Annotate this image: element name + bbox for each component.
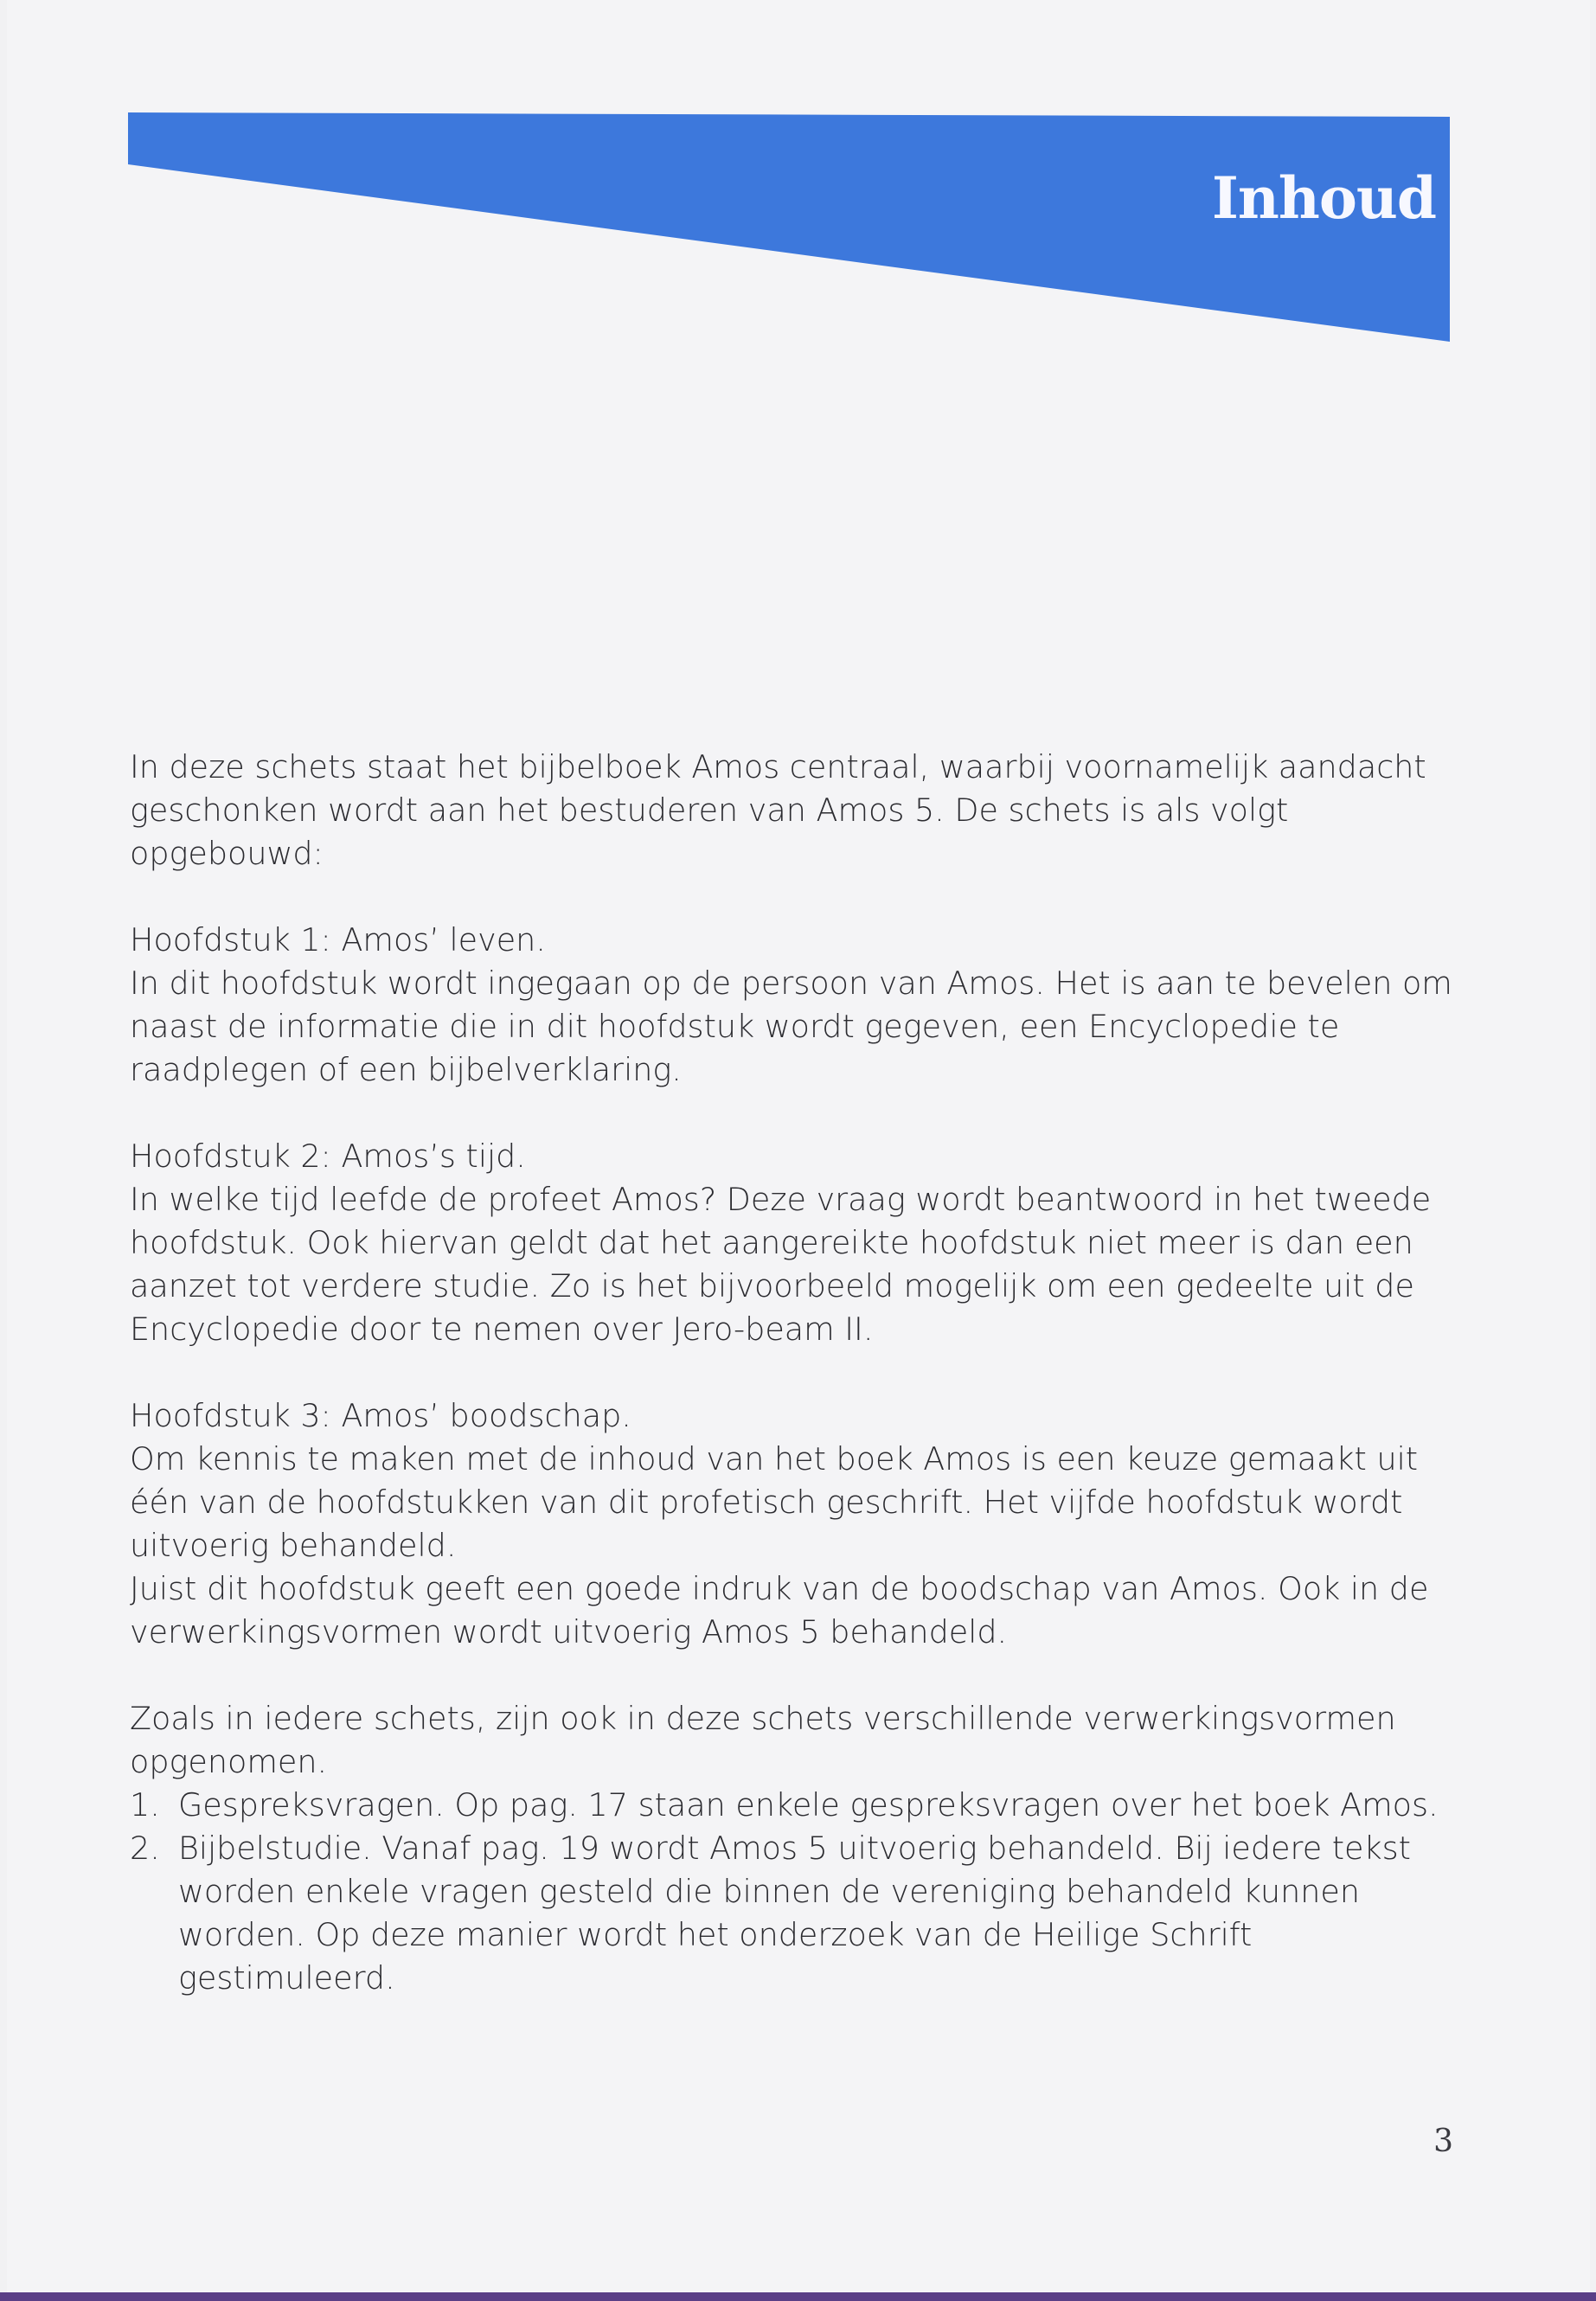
chapter-description: Juist dit hoofdstuk geeft een goede indruk van de boodschap van Amos. Ook in de verwerkingsvormen wordt uitvoerig Amos 5 behandeld. [130,1570,1429,1650]
list-item [130,1784,1462,1827]
chapter-2 [130,1135,1462,1351]
chapter-1 [130,919,1462,1092]
intro-paragraph: In deze schets staat het bijbelboek Amos centraal, waarbij voornamelijk aandacht geschonken wordt aan het bestuderen van Amos 5. De schets is als volgt opgebouwd: [130,748,1426,872]
page-bottom-edge [0,2292,1596,2301]
list-item-text: Gespreksvragen. Op pag. 17 staan enkele gespreksvragen over het boek Amos. [178,1786,1439,1823]
chapter-description: In dit hoofdstuk wordt ingegaan op de persoon van Amos. Het is aan te bevelen om naast de informatie die in dit hoofdstuk wordt gegeven, een Encyclopedie te raadplegen of een bijbelverklaring. [130,965,1452,1088]
list-item-number: 2. [130,1830,160,1867]
chapter-3 [130,1394,1462,1654]
list-item-text: Bijbelstudie. Vanaf pag. 19 wordt Amos 5 uitvoerig behandeld. Bij iedere tekst worden enkele vragen gesteld die binnen de vereniging behandeld kunnen worden. Op deze manier wordt het onderzoek van de Heilige Schrift gestimuleerd. [178,1830,1411,1997]
chapter-heading: Hoofdstuk 1: Amos’ leven. [130,921,546,958]
content [130,746,1462,2000]
chapter-description: Om kennis te maken met de inhoud van het boek Amos is een keuze gemaakt uit één van de hoofdstukken van dit profetisch geschrift. Het vijfde hoofdstuk wordt uitvoerig behandeld. [130,1440,1419,1564]
list-item [130,1827,1462,2000]
page-number: 3 [1433,2124,1453,2159]
chapter-heading: Hoofdstuk 3: Amos’ boodschap. [130,1397,631,1434]
chapter-heading: Hoofdstuk 2: Amos’s tijd. [130,1138,526,1175]
forms-list [130,1784,1462,2000]
chapter-description: In welke tijd leefde de profeet Amos? Deze vraag wordt beantwoord in het tweede hoofdstuk. Ook hiervan geldt dat het aangereikte hoofdstuk niet meer is dan een aanzet tot verdere studie. Zo is het bijvoorbeeld mogelijk om een gedeelte uit de Encyclopedie door te nemen over Jero-beam II. [130,1181,1432,1348]
page-title: Inhoud [1212,164,1436,232]
list-item-number: 1. [130,1786,160,1823]
forms-intro: Zoals in iedere schets, zijn ook in deze schets verschillende verwerkingsvormen opgenomen. [130,1700,1396,1780]
